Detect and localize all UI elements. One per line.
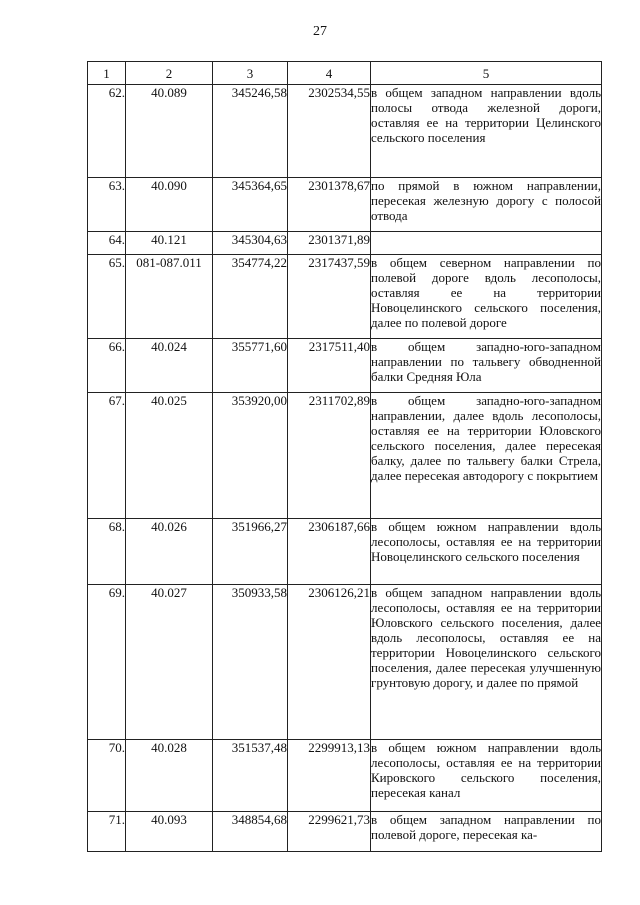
y-coordinate: 2301371,89 [288,232,371,255]
y-coordinate: 2299621,73 [288,812,371,852]
x-coordinate: 345364,65 [213,178,288,232]
point-code: 40.026 [126,519,213,585]
point-code: 40.089 [126,85,213,178]
route-description: в общем южном направлении вдоль лесополосы, оставляя ее на территории Новоцелинского сельского поселения [371,519,602,585]
point-code: 40.025 [126,393,213,519]
x-coordinate: 355771,60 [213,339,288,393]
row-number: 65. [88,255,126,339]
column-header-2: 2 [126,62,213,85]
x-coordinate: 350933,58 [213,585,288,740]
y-coordinate: 2306187,66 [288,519,371,585]
boundary-table [87,61,602,852]
route-description: в общем северном направлении по полевой дороге вдоль лесополосы, оставляя ее на территории Новоцелинского сельского поселения, далее по полевой дороге [371,255,602,339]
x-coordinate: 348854,68 [213,812,288,852]
route-description: в общем западном направлении вдоль лесополосы, оставляя ее на территории Юловского сельского поселения, далее вдоль лесополосы, оставляя ее на территории Новоцелинского сельского поселения, далее пересекая улучшенную грунтовую дорогу, и далее по прямой [371,585,602,740]
row-number: 62. [88,85,126,178]
x-coordinate: 345304,63 [213,232,288,255]
column-header-4: 4 [288,62,371,85]
x-coordinate: 345246,58 [213,85,288,178]
y-coordinate: 2302534,55 [288,85,371,178]
y-coordinate: 2306126,21 [288,585,371,740]
route-description: в общем западном направлении по полевой дороге, пересекая ка- [371,812,602,852]
y-coordinate: 2301378,67 [288,178,371,232]
table-row [88,393,602,519]
y-coordinate: 2317437,59 [288,255,371,339]
point-code: 081-087.011 [126,255,213,339]
table-row [88,232,602,255]
column-header-3: 3 [213,62,288,85]
row-number: 71. [88,812,126,852]
x-coordinate: 351966,27 [213,519,288,585]
row-number: 64. [88,232,126,255]
table-row [88,585,602,740]
row-number: 66. [88,339,126,393]
route-description: в общем западно-юго-западном направлении, далее вдоль лесополосы, оставляя ее на территории Юловского сельского поселения, далее пересекая балку, далее по тальвегу балки Стрела, далее пересекая автодорогу с покрытием [371,393,602,519]
point-code: 40.093 [126,812,213,852]
x-coordinate: 354774,22 [213,255,288,339]
route-description [371,232,602,255]
column-header-5: 5 [371,62,602,85]
table-header-row [88,62,602,85]
row-number: 68. [88,519,126,585]
row-number: 70. [88,740,126,812]
y-coordinate: 2299913,13 [288,740,371,812]
row-number: 67. [88,393,126,519]
point-code: 40.090 [126,178,213,232]
route-description: по прямой в южном направлении, пересекая железную дорогу с полосой отвода [371,178,602,232]
point-code: 40.024 [126,339,213,393]
x-coordinate: 351537,48 [213,740,288,812]
route-description: в общем западном направлении вдоль полосы отвода железной дороги, оставляя ее на территории Целинского сельского поселения [371,85,602,178]
table-row [88,519,602,585]
table-row [88,740,602,812]
y-coordinate: 2311702,89 [288,393,371,519]
x-coordinate: 353920,00 [213,393,288,519]
point-code: 40.027 [126,585,213,740]
y-coordinate: 2317511,40 [288,339,371,393]
page-number: 27 [313,24,327,39]
table-row [88,255,602,339]
row-number: 63. [88,178,126,232]
row-number: 69. [88,585,126,740]
table-row [88,812,602,852]
point-code: 40.121 [126,232,213,255]
point-code: 40.028 [126,740,213,812]
table-row [88,178,602,232]
table-row [88,339,602,393]
column-header-1: 1 [88,62,126,85]
table-row [88,85,602,178]
route-description: в общем западно-юго-западном направлении по тальвегу обводненной балки Средняя Юла [371,339,602,393]
route-description: в общем южном направлении вдоль лесополосы, оставляя ее на территории Кировского сельского поселения, пересекая канал [371,740,602,812]
